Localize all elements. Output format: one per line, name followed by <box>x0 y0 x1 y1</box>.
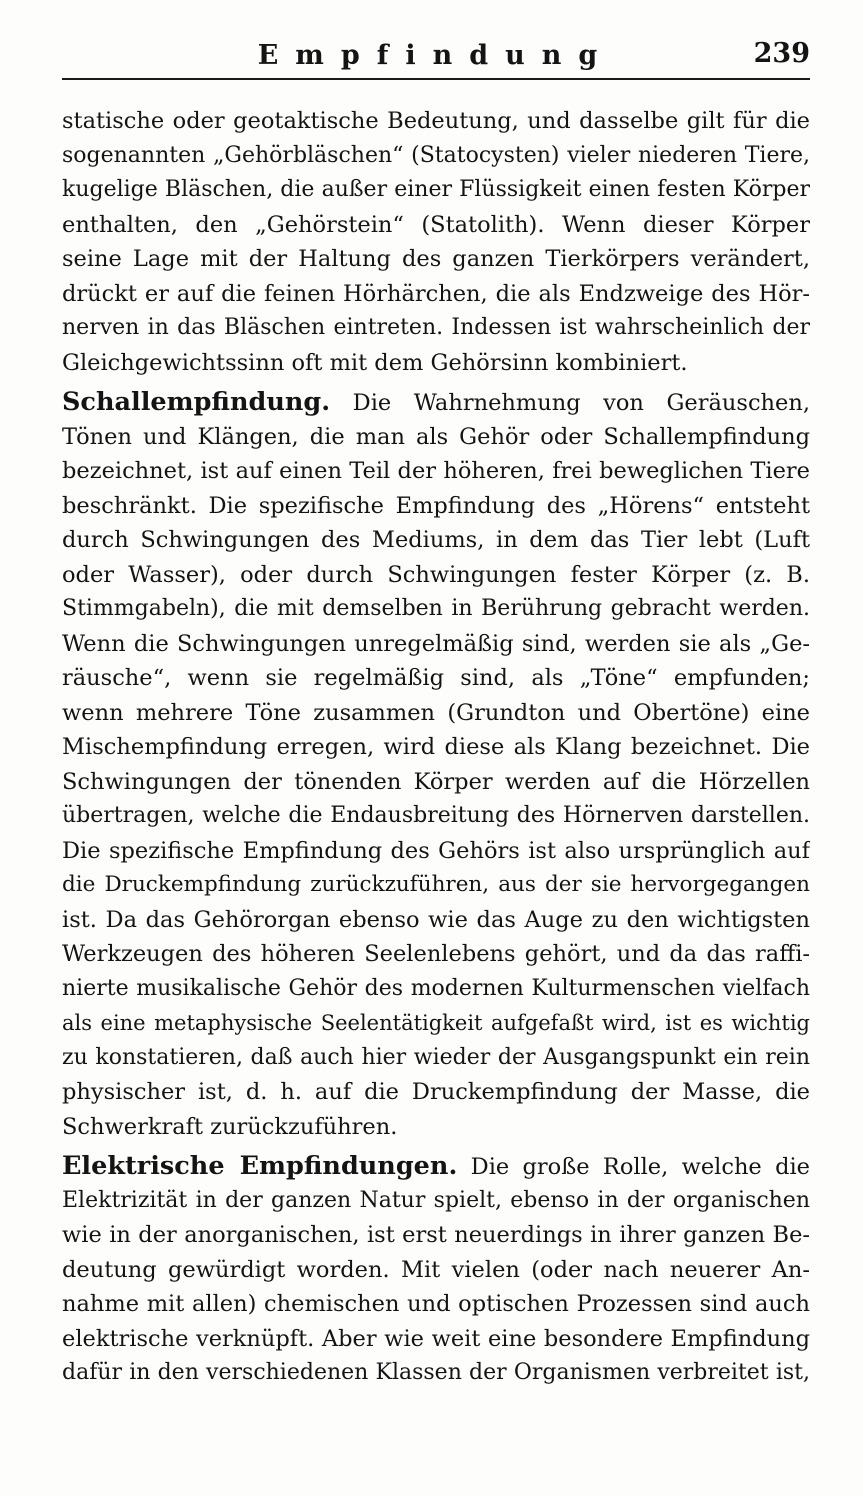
line-text: enthalten, den „Gehörstein“ (Statolith). Wenn dieser Körper <box>62 211 810 238</box>
text-line <box>62 661 810 696</box>
line-text: Tönen und Klängen, die man als Gehör oder Schallempfindung <box>62 423 810 450</box>
text-line <box>62 1184 810 1219</box>
text-line <box>62 558 810 593</box>
line-text: wie in der anorganischen, ist erst neuerdings in ihrer ganzen Be- <box>62 1222 810 1248</box>
section-heading: Schallempfindung. <box>62 387 331 417</box>
text-line <box>62 1356 810 1391</box>
line-text: Die Wahrnehmung von Geräuschen, <box>330 390 810 416</box>
line-text: Die große Rolle, welche die <box>457 1154 810 1180</box>
text-line <box>62 1287 810 1322</box>
line-text: nahme mit allen) chemischen und optischen Prozessen sind auch <box>62 1291 810 1317</box>
line-text: als eine metaphysische Seelentätigkeit aufgefaßt wird, ist es wichtig <box>62 1011 810 1035</box>
text-line <box>62 242 810 277</box>
line-text: übertragen, welche die Endausbreitung des Hörnerven darstellen. <box>62 803 810 828</box>
line-text: seine Lage mit der Haltung des ganzen Tierkörpers verändert, <box>62 246 810 272</box>
body-text <box>62 104 810 1391</box>
text-line <box>62 139 810 174</box>
text-line <box>62 1218 810 1253</box>
line-text: statische oder geotaktische Bedeutung, und dasselbe gilt für die <box>62 108 810 134</box>
line-text: physischer ist, d. h. auf die Druckempfindung der Masse, die <box>62 1079 810 1105</box>
line-text: die Druckempfindung zurückzuführen, aus der sie hervorgegangen <box>62 872 810 897</box>
text-line <box>62 903 810 938</box>
text-line <box>62 277 810 312</box>
section-heading-line <box>62 385 810 420</box>
line-text: Elektrizität in der ganzen Natur spielt, ebenso in der organischen <box>62 1187 810 1213</box>
running-title: Empfindung <box>257 40 615 71</box>
text-line <box>62 765 810 800</box>
line-text: bezeichnet, ist auf einen Teil der höheren, frei beweglichen Tiere <box>62 458 810 484</box>
line-text: nerven in das Bläschen eintreten. Indessen ist wahrscheinlich der <box>62 315 810 340</box>
text-line <box>62 420 810 455</box>
line-text: nierte musikalische Gehör des modernen Kulturmenschen vielfach <box>62 975 810 1001</box>
line-text: Die spezifische Empfindung des Gehörs ist also ursprünglich auf <box>62 837 810 864</box>
line-text: Werkzeugen des höheren Seelenlebens gehört, und da das raffi- <box>62 941 810 967</box>
line-text: ist. Da das Gehörorgan ebenso wie das Auge zu den wichtigsten <box>62 906 810 933</box>
text-line <box>62 592 810 627</box>
text-line <box>62 696 810 731</box>
page-number: 239 <box>753 38 810 69</box>
text-line <box>62 834 810 869</box>
text-line <box>62 311 810 346</box>
line-text: Stimmgabeln), die mit demselben in Berührung gebracht werden. <box>62 596 810 621</box>
text-line <box>62 208 810 243</box>
line-text: Gleichgewichtssinn oft mit dem Gehörsinn kombiniert. <box>62 349 688 376</box>
text-line <box>62 868 810 903</box>
line-text: beschränkt. Die spezifische Empfindung des „Hörens“ entsteht <box>62 492 810 519</box>
section-heading-line <box>62 1149 810 1184</box>
text-line <box>62 173 810 208</box>
text-line <box>62 454 810 489</box>
line-text: Schwerkraft zurückzuführen. <box>62 1113 398 1140</box>
text-line <box>62 489 810 524</box>
text-line <box>62 1041 810 1076</box>
line-text: Wenn die Schwingungen unregelmäßig sind, werden sie als „Ge- <box>62 630 810 657</box>
section-heading: Elektrische Empfindungen. <box>62 1151 458 1181</box>
text-line <box>62 1110 810 1145</box>
line-text: drückt er auf die feinen Hörhärchen, die als Endzweige des Hör- <box>62 280 810 307</box>
text-line <box>62 799 810 834</box>
line-text: dafür in den verschiedenen Klassen der Organismen verbreitet ist, <box>62 1360 810 1385</box>
line-text: deutung gewürdigt worden. Mit vielen (oder nach neuerer An- <box>62 1256 810 1283</box>
line-text: Schwingungen der tönenden Körper werden auf die Hörzellen <box>62 768 810 795</box>
text-line <box>62 523 810 558</box>
text-line <box>62 1006 810 1041</box>
page-header <box>62 38 810 80</box>
line-text: sogenannten „Gehörbläschen“ (Statocysten) vieler niederen Tiere, <box>62 142 810 168</box>
line-text: wenn mehrere Töne zusammen (Grundton und Obertöne) eine <box>62 699 810 726</box>
text-line <box>62 730 810 765</box>
line-text: kugelige Bläschen, die außer einer Flüssigkeit einen festen Körper <box>62 177 810 202</box>
text-line <box>62 1075 810 1110</box>
line-text: zu konstatieren, daß auch hier wieder der Ausgangspunkt ein rein <box>62 1044 810 1070</box>
line-text: oder Wasser), oder durch Schwingungen fester Körper (z. B. <box>62 561 810 588</box>
text-line <box>62 972 810 1007</box>
text-line <box>62 346 810 381</box>
line-text: elektrische verknüpft. Aber wie weit eine besondere Empfindung <box>62 1325 810 1352</box>
line-text: durch Schwingungen des Mediums, in dem das Tier lebt (Luft <box>62 527 810 553</box>
line-text: Mischempfindung erregen, wird diese als Klang bezeichnet. Die <box>62 734 810 760</box>
text-line <box>62 1253 810 1288</box>
line-text: räusche“, wenn sie regelmäßig sind, als „Töne“ empfunden; <box>62 665 810 691</box>
text-line <box>62 937 810 972</box>
text-line <box>62 104 810 139</box>
text-line <box>62 627 810 662</box>
text-line <box>62 1322 810 1357</box>
